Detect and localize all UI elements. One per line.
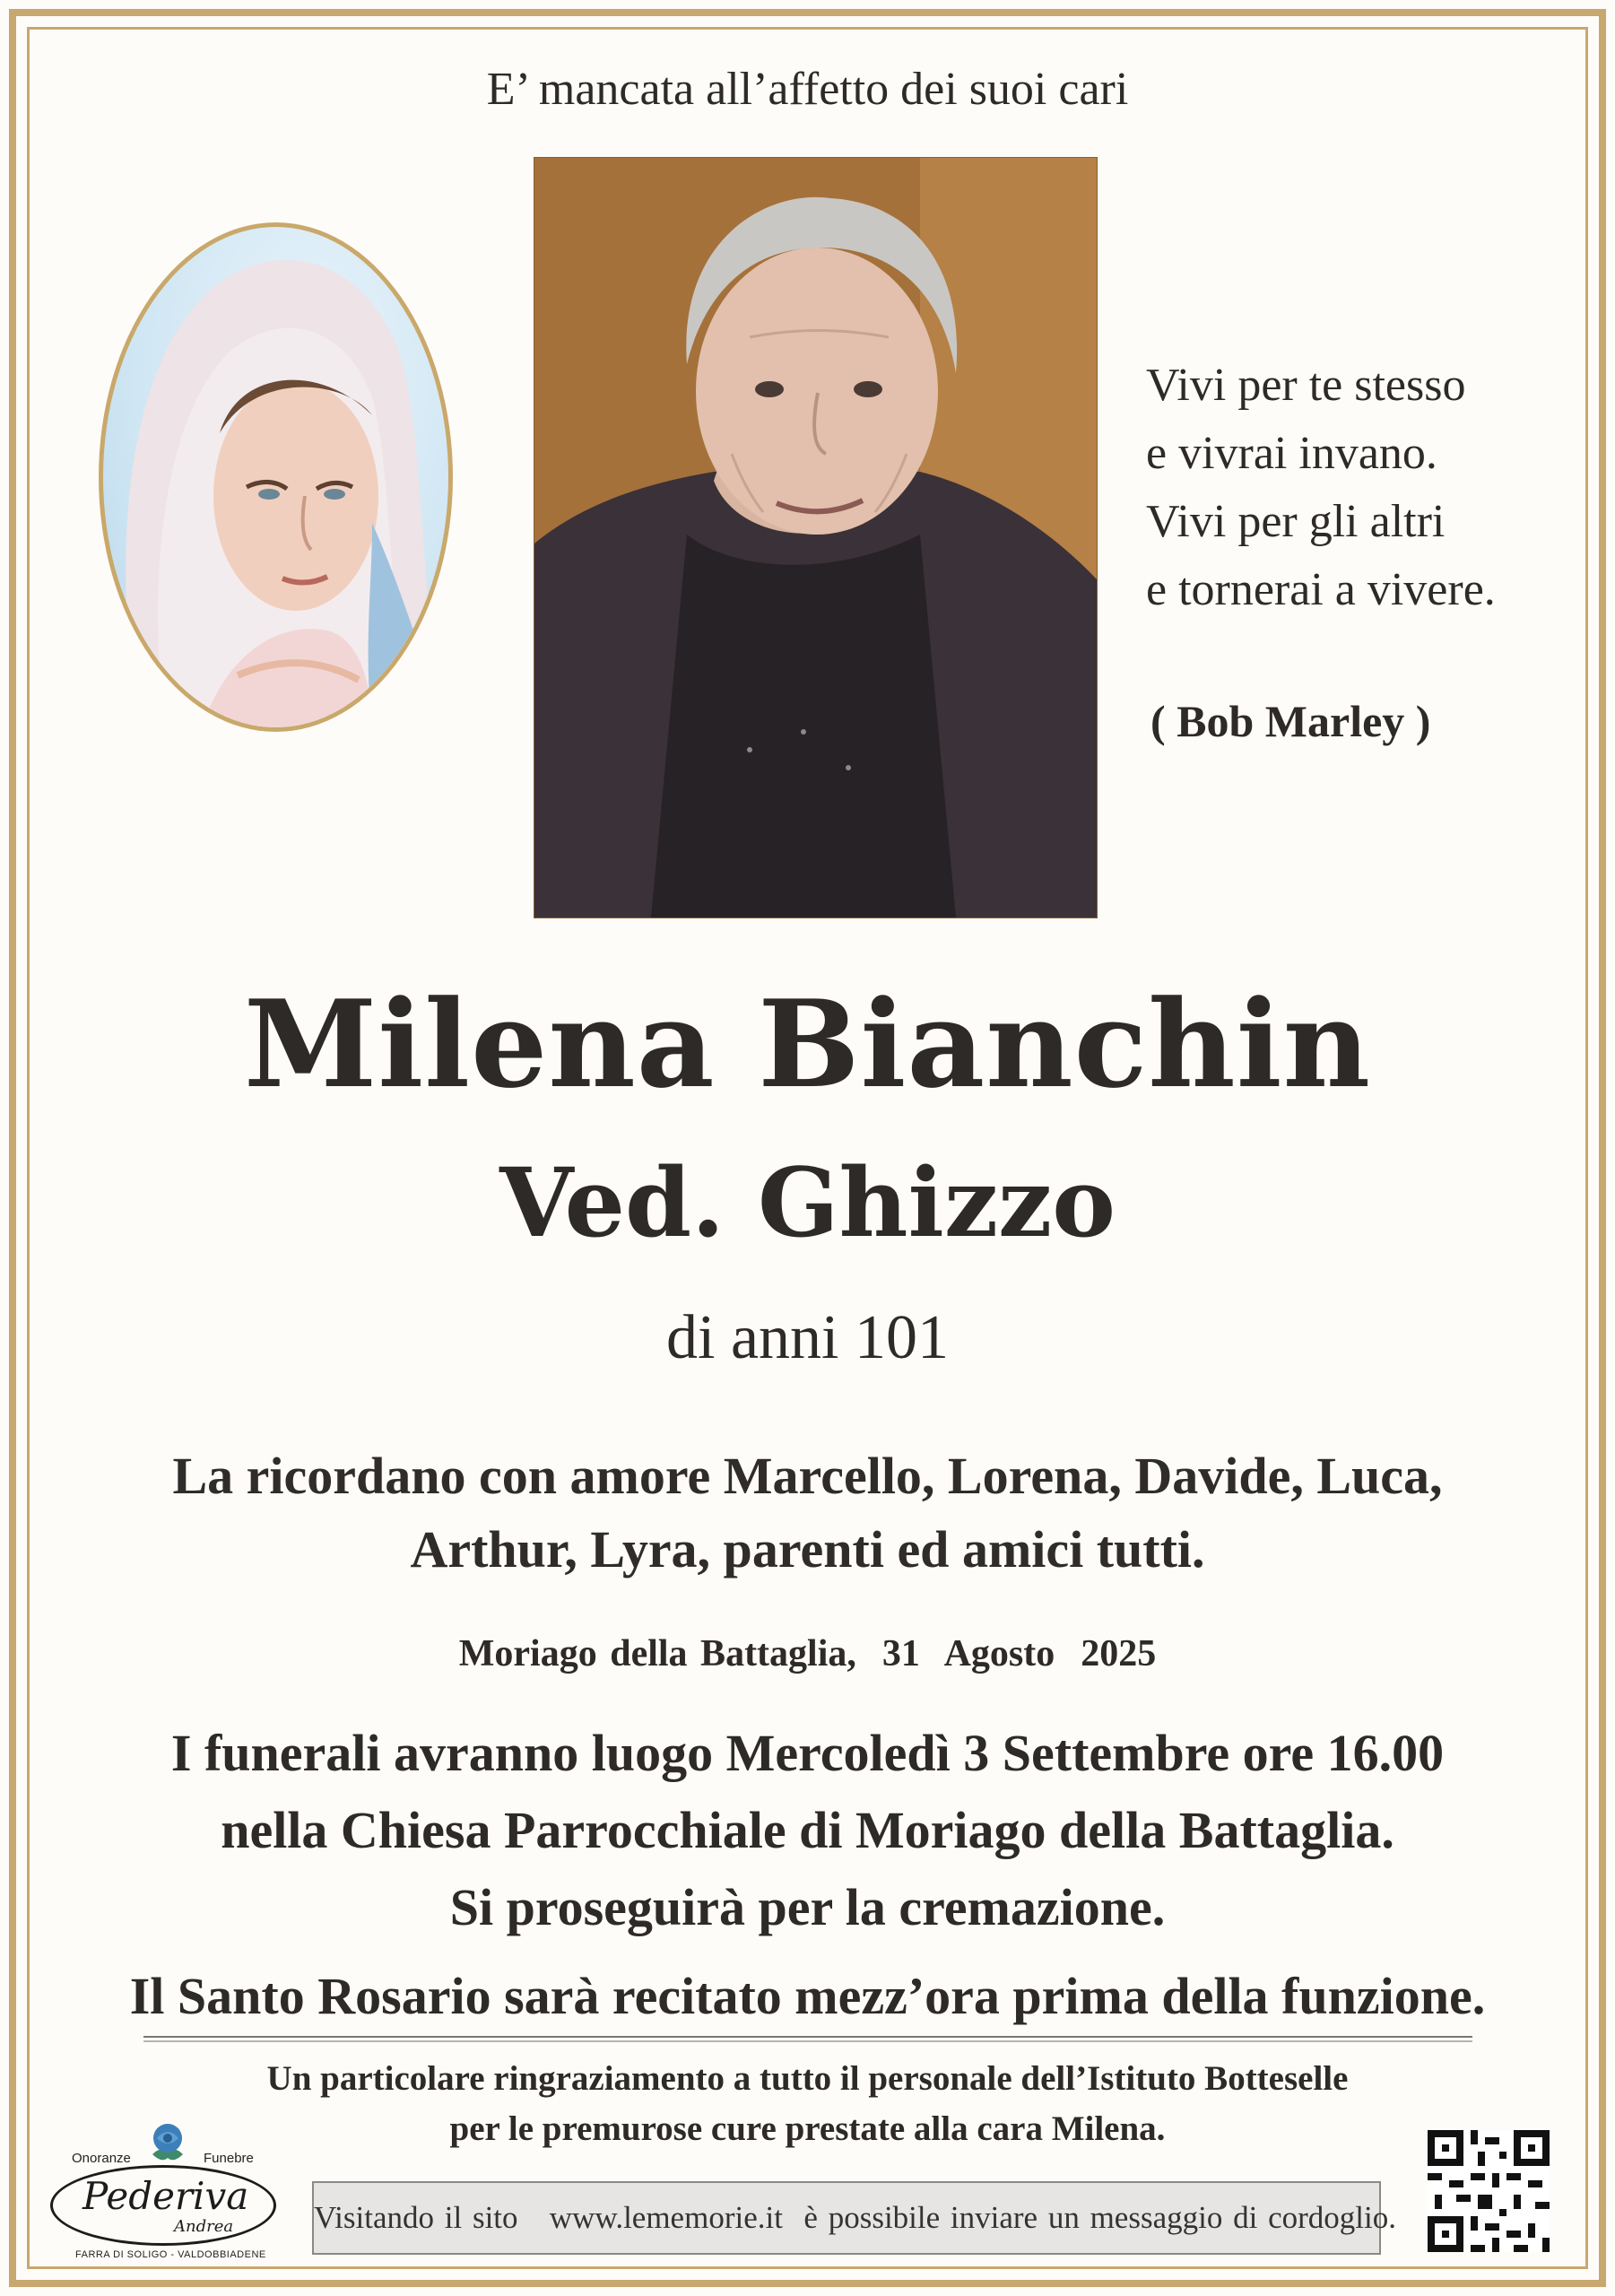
quote-line: Vivi per te stesso (1146, 360, 1466, 411)
logo-subname: Andrea (174, 2217, 234, 2236)
remembered-by-line: Arthur, Lyra, parenti ed amici tutti. (410, 1520, 1205, 1578)
funeral-line: Si proseguirà per la cremazione. (449, 1878, 1166, 1936)
qr-code-icon[interactable] (1428, 2130, 1550, 2252)
portrait-photo (534, 157, 1098, 918)
quote-line: e vivrai invano. (1146, 428, 1437, 479)
logo-text-onoranze: Onoranze (72, 2151, 131, 2166)
deceased-name: Milena Bianchin (243, 973, 1372, 1115)
place-date: Moriago della Battaglia, 31 Agosto 2025 (458, 1633, 1157, 1674)
quote-text (1146, 352, 1496, 624)
logo-location: FARRA DI SOLIGO - VALDOBBIADENE (75, 2249, 266, 2260)
logo-name: Pederiva (82, 2174, 249, 2218)
website-notice (312, 2181, 1396, 2255)
quote-author: ( Bob Marley ) (1150, 696, 1431, 746)
rosary-notice: Il Santo Rosario sarà recitato mezz’ora prima della funzione. (129, 1967, 1486, 2025)
deceased-married-name: Ved. Ghizzo (499, 1146, 1116, 1258)
funeral-home-logo (47, 2118, 289, 2262)
remembered-by (0, 1439, 1615, 1587)
thanks-line: per le premurose cure prestate alla cara Milena. (449, 2109, 1166, 2148)
quote-line: e tornerai a vivere. (1146, 564, 1496, 615)
thanks-line: Un particolare ringraziamento a tutto il personale dell’Istituto Botteselle (266, 2059, 1349, 2098)
rose-icon (143, 2118, 192, 2165)
funeral-line: nella Chiesa Parrocchiale di Moriago della Battaglia. (221, 1801, 1394, 1859)
madonna-image (99, 222, 453, 732)
logo-text-funebre: Funebre (204, 2151, 254, 2166)
funeral-line: I funerali avranno luogo Mercoledì 3 Settembre ore 16.00 (170, 1724, 1445, 1782)
website-notice-text: Visitando il sito www.lememorie.it è possibile inviare un messaggio di cordoglio. (314, 2200, 1396, 2235)
deceased-age: di anni 101 (666, 1303, 949, 1372)
quote-line: Vivi per gli altri (1146, 496, 1446, 547)
remembered-by-line: La ricordano con amore Marcello, Lorena, Davide, Luca, (172, 1447, 1443, 1505)
divider (143, 2036, 1472, 2042)
funeral-details (0, 1715, 1615, 1946)
intro-text: E’ mancata all’affetto dei suoi cari (486, 64, 1129, 115)
